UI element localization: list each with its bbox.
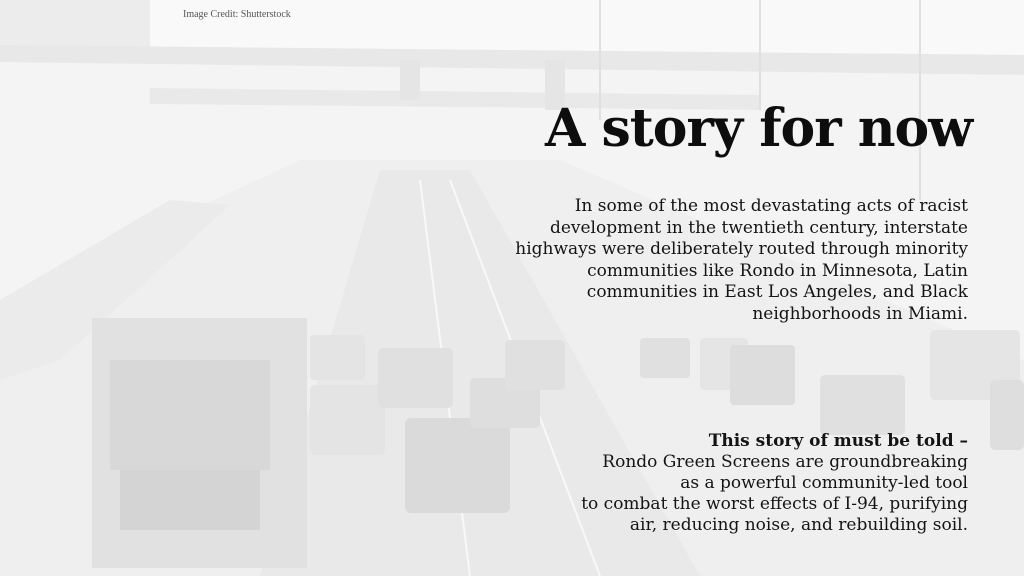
- closing-lead: This story of must be told –: [708, 431, 968, 451]
- closing-line: air, reducing noise, and rebuilding soil.: [629, 515, 968, 535]
- body-paragraph: In some of the most devastating acts of racist development in the twentieth century, interstate highways were deliberately routed through minority communities like Rondo in Minnesota, Latin communities in East Los Angeles, and Black neighborhoods in Miami.: [515, 196, 968, 324]
- closing-line: as a powerful community-led tool: [680, 473, 968, 493]
- closing-line: to combat the worst effects of I-94, purifying: [581, 494, 968, 514]
- page-title: A story for now: [545, 98, 972, 159]
- closing-line: Rondo Green Screens are groundbreaking: [602, 452, 968, 472]
- closing-statement: [468, 431, 968, 536]
- image-credit: Image Credit: Shutterstock: [183, 9, 291, 20]
